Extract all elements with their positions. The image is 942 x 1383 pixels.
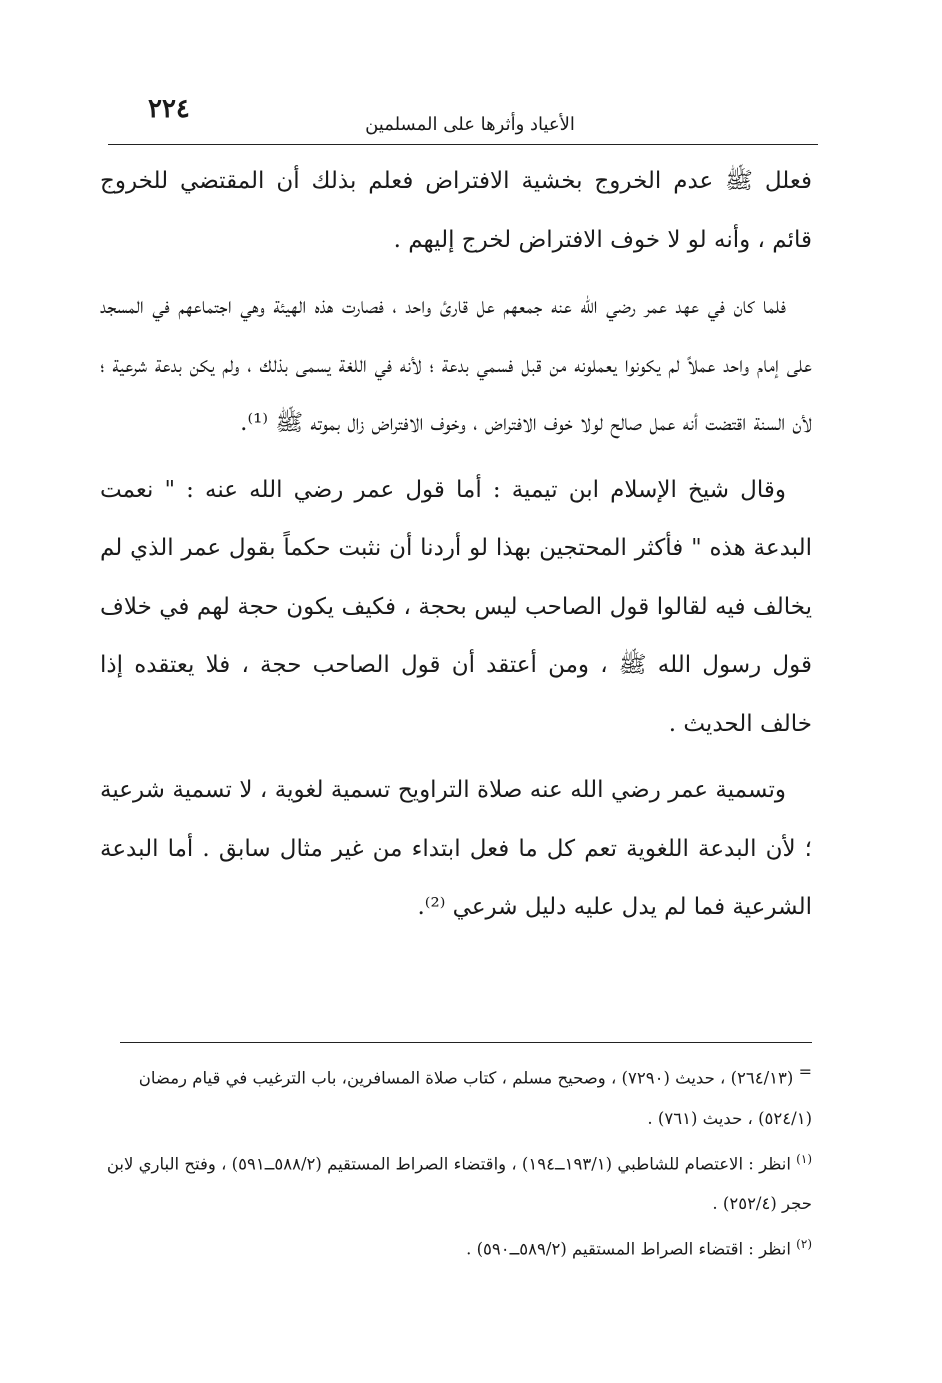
footnote-divider (120, 1042, 812, 1043)
footnotes (100, 1052, 812, 1270)
header-divider (108, 144, 818, 145)
paragraph-4: وتسمية عمر رضي الله عنه صلاة التراويح تسمية لغوية ، لا تسمية شرعية ؛ لأن البدعة اللغوية تعم كل ما فعل ابتداء من غير مثال سابق . أما البدعة الشرعية فما لم يدل عليه دليل شرعي ⁽²⁾. (100, 777, 812, 920)
paragraph-1: فعلل ﷺ عدم الخروج بخشية الافتراض فعلم بذلك أن المقتضي للخروج قائم ، وأنه لو لا خوف الافتراض لخرج إليهم . (100, 168, 812, 253)
main-text (100, 152, 812, 945)
running-header-title: الأعياد وأثرها على المسلمين (365, 114, 575, 135)
footnote-1-text: انظر : الاعتصام للشاطبي (١٩٣/١ــ١٩٤) ، واقتضاء الصراط المستقيم (٥٨٨/٢ــ٥٩١) ، وفتح الباري لابن حجر (٢٥٢/٤) . (106, 1154, 812, 1213)
footnote-2-mark: (٢) (796, 1237, 812, 1251)
footnote-1 (100, 1139, 812, 1225)
footnote-continuation-text: (٢٦٤/١٣) ، حديث (٧٢٩٠) ، وصحيح مسلم ، كتاب صلاة المسافرين، باب الترغيب في قيام رمضان (٥٢٤/١) ، حديث (٧٦١) . (138, 1068, 812, 1128)
page-number: ٢٢٤ (148, 94, 190, 124)
paragraph-3: وقال شيخ الإسلام ابن تيمية : أما قول عمر رضي الله عنه : " نعمت البدعة هذه " فأكثر المحتجين بهذا لو أردنا أن نثبت حكماً بقول عمر الذي لم يخالف فيه لقالوا قول الصاحب ليس بحجة ، فكيف يكون حجة لهم في خلاف قول رسول الله ﷺ ، ومن أعتقد أن قول الصاحب حجة ، فلا يعتقده إذا خالف الحديث . (100, 476, 812, 737)
paragraph-2: فلما كان في عهد عمر رضي الله عنه جمعهم عل قارئ واحد ، فصارت هذه الهيئة وهي اجتماعهم في المسجد على إمام واحد عملاً لم يكونوا يعملونه من قبل فسمي بدعة ؛ لأنه في اللغة يسمى بذلك ، ولم يكن بدعة شرعية ؛ لأن السنة اقتضت أنه عمل صالح لولا خوف الافتراض ، وخوف الافتراض زال بموته ﷺ ⁽¹⁾. (100, 293, 812, 436)
footnote-2-text: انظر : اقتضاء الصراط المستقيم (٥٨٩/٢ــ٥٩٠) . (466, 1239, 791, 1259)
footnote-1-mark: (١) (796, 1151, 812, 1166)
continuation-mark: = (798, 1062, 812, 1081)
footnote-2 (100, 1224, 812, 1270)
footnote-continuation (100, 1052, 812, 1139)
